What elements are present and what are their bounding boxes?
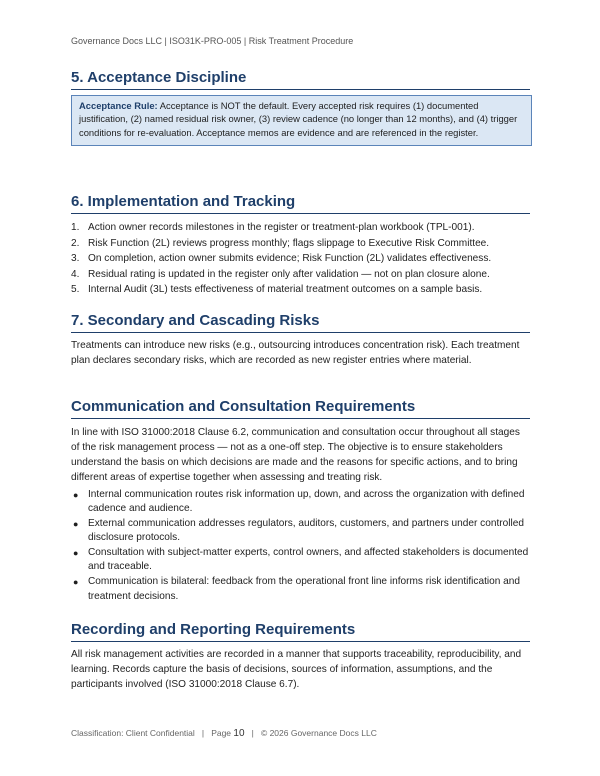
section-heading-recording: Recording and Reporting Requirements <box>71 621 530 642</box>
section-heading-acceptance: 5. Acceptance Discipline <box>71 69 530 90</box>
footer-classification: Classification: Client Confidential <box>71 728 195 738</box>
bullet-icon: ● <box>73 548 79 559</box>
implementation-steps-list <box>71 220 531 298</box>
list-item: 3. On completion, action owner submits evidence; Risk Function (2L) validates effectiveness. <box>71 253 492 264</box>
acceptance-rule-callout <box>71 95 532 146</box>
list-item: 4. Residual rating is updated in the register only after validation — not on plan closure alone. <box>71 268 490 280</box>
list-item: ● External communication addresses regulators, auditors, customers, and partners under controlled disclosure protocols. <box>73 518 524 544</box>
list-item: ● Communication is bilateral: feedback from the operational front line informs risk identification and treatment decisions. <box>73 576 521 602</box>
list-item: 2. Risk Function (2L) reviews progress monthly; flags slippage to Executive Risk Committee. <box>71 237 490 249</box>
list-item: 1. Action owner records milestones in the register or treatment-plan workbook (TPL-001). <box>71 222 475 233</box>
bullet-icon: ● <box>73 519 79 530</box>
secondary-risks-paragraph: Treatments can introduce new risks (e.g., outsourcing introduces concentration risk). Each treatment plan declares secondary risks, which are recorded as new register entries where material. <box>71 340 520 366</box>
footer-separator: | <box>201 728 205 738</box>
section-heading-communication: Communication and Consultation Requirements <box>71 398 530 419</box>
callout-label: Acceptance Rule: <box>79 100 158 111</box>
list-item: 5. Internal Audit (3L) tests effectiveness of material treatment outcomes on a sample basis. <box>71 284 483 295</box>
page-footer <box>71 728 377 739</box>
list-item: ● Internal communication routes risk information up, down, and across the organization with defined cadence and audience. <box>73 489 525 515</box>
list-item: ● Consultation with subject-matter experts, control owners, and affected stakeholders is documented and traceable. <box>73 547 529 573</box>
running-header: Governance Docs LLC | ISO31K-PRO-005 | Risk Treatment Procedure <box>71 36 354 46</box>
callout-text: Acceptance is NOT the default. Every accepted risk requires (1) documented justification, (2) named residual risk owner, (3) review cadence (no longer than 12 months), and (4) trigger conditions for re-evaluation. Acceptance memos are evidence and are referenced in the register. <box>79 100 518 138</box>
footer-page-number: 10 <box>233 728 245 739</box>
section-heading-secondary-risks: 7. Secondary and Cascading Risks <box>71 312 530 333</box>
communication-bullet-list <box>71 488 531 604</box>
bullet-icon: ● <box>73 490 79 500</box>
footer-page-label: Page <box>211 728 232 738</box>
section-heading-implementation: 6. Implementation and Tracking <box>71 193 530 214</box>
communication-paragraph: In line with ISO 31000:2018 Clause 6.2, communication and consultation occur throughout all stages of the risk management process — not as a one-off step. The objective is to ensure stakeholders understand the basis on which decisions are made and the reasons for specific actions, and to bring different areas of expertise together when assessing and treating risk. <box>71 427 520 483</box>
recording-paragraph: All risk management activities are recorded in a manner that supports traceability, reproducibility, and learning. Records capture the basis of decisions, sources of information, assumptions, and the participants involved (ISO 31000:2018 Clause 6.7). <box>71 649 522 690</box>
footer-copyright: © 2026 Governance Docs LLC <box>260 728 377 738</box>
footer-separator: | <box>251 728 254 738</box>
bullet-icon: ● <box>73 577 79 588</box>
